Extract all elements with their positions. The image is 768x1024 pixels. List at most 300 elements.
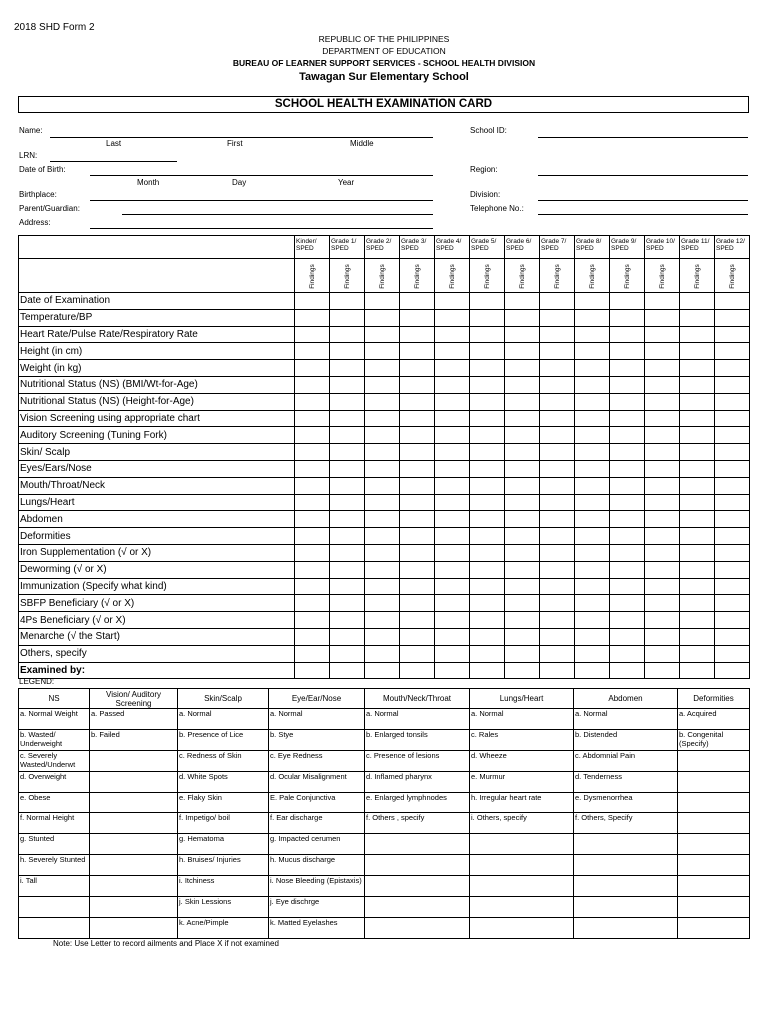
exam-entry-cell[interactable] [330, 544, 365, 561]
exam-entry-cell[interactable] [715, 393, 750, 410]
exam-entry-cell[interactable] [435, 326, 470, 343]
exam-entry-cell[interactable] [645, 410, 680, 427]
exam-entry-cell[interactable] [365, 393, 400, 410]
exam-entry-cell[interactable] [610, 578, 645, 595]
exam-entry-cell[interactable] [645, 628, 680, 645]
exam-entry-cell[interactable] [435, 309, 470, 326]
exam-entry-cell[interactable] [715, 561, 750, 578]
name-line[interactable] [50, 137, 433, 138]
exam-entry-cell[interactable] [400, 293, 435, 310]
exam-entry-cell[interactable] [470, 326, 505, 343]
exam-entry-cell[interactable] [505, 376, 540, 393]
exam-entry-cell[interactable] [610, 544, 645, 561]
exam-entry-cell[interactable] [295, 645, 330, 662]
exam-entry-cell[interactable] [295, 477, 330, 494]
exam-entry-cell[interactable] [330, 595, 365, 612]
exam-entry-cell[interactable] [330, 343, 365, 360]
exam-entry-cell[interactable] [505, 612, 540, 629]
exam-entry-cell[interactable] [435, 612, 470, 629]
exam-entry-cell[interactable] [330, 460, 365, 477]
exam-entry-cell[interactable] [435, 628, 470, 645]
exam-entry-cell[interactable] [680, 494, 715, 511]
exam-entry-cell[interactable] [610, 511, 645, 528]
exam-entry-cell[interactable] [715, 628, 750, 645]
exam-entry-cell[interactable] [295, 376, 330, 393]
exam-entry-cell[interactable] [715, 595, 750, 612]
exam-entry-cell[interactable] [470, 444, 505, 461]
exam-entry-cell[interactable] [295, 578, 330, 595]
exam-entry-cell[interactable] [645, 645, 680, 662]
exam-entry-cell[interactable] [575, 628, 610, 645]
exam-entry-cell[interactable] [400, 628, 435, 645]
lrn-line[interactable] [50, 161, 177, 162]
exam-entry-cell[interactable] [610, 460, 645, 477]
exam-entry-cell[interactable] [715, 343, 750, 360]
examined-by-cell[interactable] [645, 662, 680, 679]
exam-entry-cell[interactable] [610, 326, 645, 343]
exam-entry-cell[interactable] [295, 326, 330, 343]
exam-entry-cell[interactable] [470, 544, 505, 561]
exam-entry-cell[interactable] [295, 343, 330, 360]
exam-entry-cell[interactable] [295, 494, 330, 511]
exam-entry-cell[interactable] [470, 528, 505, 545]
exam-entry-cell[interactable] [470, 628, 505, 645]
exam-entry-cell[interactable] [505, 477, 540, 494]
exam-entry-cell[interactable] [540, 578, 575, 595]
exam-entry-cell[interactable] [365, 460, 400, 477]
exam-entry-cell[interactable] [645, 494, 680, 511]
exam-entry-cell[interactable] [575, 612, 610, 629]
exam-entry-cell[interactable] [330, 444, 365, 461]
exam-entry-cell[interactable] [505, 326, 540, 343]
exam-entry-cell[interactable] [575, 645, 610, 662]
exam-entry-cell[interactable] [645, 578, 680, 595]
exam-entry-cell[interactable] [295, 309, 330, 326]
exam-entry-cell[interactable] [610, 376, 645, 393]
exam-entry-cell[interactable] [295, 561, 330, 578]
exam-entry-cell[interactable] [330, 628, 365, 645]
exam-entry-cell[interactable] [715, 494, 750, 511]
examined-by-cell[interactable] [470, 662, 505, 679]
exam-entry-cell[interactable] [680, 612, 715, 629]
birthplace-line[interactable] [90, 200, 433, 201]
exam-entry-cell[interactable] [435, 343, 470, 360]
exam-entry-cell[interactable] [715, 427, 750, 444]
exam-entry-cell[interactable] [470, 376, 505, 393]
exam-entry-cell[interactable] [365, 427, 400, 444]
exam-entry-cell[interactable] [575, 326, 610, 343]
examined-by-cell[interactable] [540, 662, 575, 679]
exam-entry-cell[interactable] [610, 645, 645, 662]
dob-line[interactable] [90, 175, 433, 176]
exam-entry-cell[interactable] [610, 393, 645, 410]
exam-entry-cell[interactable] [715, 309, 750, 326]
exam-entry-cell[interactable] [365, 595, 400, 612]
exam-entry-cell[interactable] [295, 360, 330, 377]
exam-entry-cell[interactable] [365, 544, 400, 561]
exam-entry-cell[interactable] [295, 628, 330, 645]
exam-entry-cell[interactable] [330, 393, 365, 410]
exam-entry-cell[interactable] [400, 444, 435, 461]
examined-by-cell[interactable] [680, 662, 715, 679]
exam-entry-cell[interactable] [610, 561, 645, 578]
exam-entry-cell[interactable] [540, 477, 575, 494]
exam-entry-cell[interactable] [540, 376, 575, 393]
exam-entry-cell[interactable] [610, 444, 645, 461]
exam-entry-cell[interactable] [680, 578, 715, 595]
exam-entry-cell[interactable] [575, 444, 610, 461]
exam-entry-cell[interactable] [610, 309, 645, 326]
exam-entry-cell[interactable] [400, 561, 435, 578]
exam-entry-cell[interactable] [680, 360, 715, 377]
exam-entry-cell[interactable] [470, 410, 505, 427]
examined-by-cell[interactable] [575, 662, 610, 679]
exam-entry-cell[interactable] [715, 293, 750, 310]
examined-by-cell[interactable] [715, 662, 750, 679]
exam-entry-cell[interactable] [435, 544, 470, 561]
exam-entry-cell[interactable] [610, 528, 645, 545]
exam-entry-cell[interactable] [470, 427, 505, 444]
exam-entry-cell[interactable] [400, 427, 435, 444]
exam-entry-cell[interactable] [715, 326, 750, 343]
exam-entry-cell[interactable] [575, 578, 610, 595]
exam-entry-cell[interactable] [435, 444, 470, 461]
exam-entry-cell[interactable] [435, 645, 470, 662]
exam-entry-cell[interactable] [680, 561, 715, 578]
exam-entry-cell[interactable] [575, 360, 610, 377]
exam-entry-cell[interactable] [575, 293, 610, 310]
exam-entry-cell[interactable] [540, 309, 575, 326]
exam-entry-cell[interactable] [645, 376, 680, 393]
exam-entry-cell[interactable] [400, 578, 435, 595]
exam-entry-cell[interactable] [680, 326, 715, 343]
school-id-line[interactable] [538, 137, 748, 138]
exam-entry-cell[interactable] [365, 360, 400, 377]
exam-entry-cell[interactable] [400, 528, 435, 545]
examined-by-cell[interactable] [330, 662, 365, 679]
exam-entry-cell[interactable] [540, 393, 575, 410]
exam-entry-cell[interactable] [400, 511, 435, 528]
exam-entry-cell[interactable] [505, 645, 540, 662]
exam-entry-cell[interactable] [680, 528, 715, 545]
exam-entry-cell[interactable] [365, 376, 400, 393]
exam-entry-cell[interactable] [365, 309, 400, 326]
exam-entry-cell[interactable] [505, 544, 540, 561]
exam-entry-cell[interactable] [470, 360, 505, 377]
exam-entry-cell[interactable] [400, 360, 435, 377]
exam-entry-cell[interactable] [470, 561, 505, 578]
exam-entry-cell[interactable] [295, 293, 330, 310]
exam-entry-cell[interactable] [540, 628, 575, 645]
exam-entry-cell[interactable] [505, 410, 540, 427]
exam-entry-cell[interactable] [470, 477, 505, 494]
exam-entry-cell[interactable] [470, 393, 505, 410]
exam-entry-cell[interactable] [330, 410, 365, 427]
examined-by-cell[interactable] [365, 662, 400, 679]
exam-entry-cell[interactable] [540, 528, 575, 545]
exam-entry-cell[interactable] [610, 410, 645, 427]
exam-entry-cell[interactable] [540, 360, 575, 377]
exam-entry-cell[interactable] [680, 544, 715, 561]
exam-entry-cell[interactable] [505, 578, 540, 595]
exam-entry-cell[interactable] [715, 645, 750, 662]
exam-entry-cell[interactable] [610, 628, 645, 645]
exam-entry-cell[interactable] [680, 293, 715, 310]
exam-entry-cell[interactable] [295, 612, 330, 629]
examined-by-cell[interactable] [610, 662, 645, 679]
exam-entry-cell[interactable] [365, 528, 400, 545]
exam-entry-cell[interactable] [470, 494, 505, 511]
exam-entry-cell[interactable] [435, 595, 470, 612]
exam-entry-cell[interactable] [435, 511, 470, 528]
exam-entry-cell[interactable] [330, 360, 365, 377]
exam-entry-cell[interactable] [645, 477, 680, 494]
exam-entry-cell[interactable] [575, 477, 610, 494]
exam-entry-cell[interactable] [470, 343, 505, 360]
exam-entry-cell[interactable] [470, 460, 505, 477]
exam-entry-cell[interactable] [400, 343, 435, 360]
exam-entry-cell[interactable] [715, 444, 750, 461]
exam-entry-cell[interactable] [680, 343, 715, 360]
exam-entry-cell[interactable] [540, 595, 575, 612]
exam-entry-cell[interactable] [505, 343, 540, 360]
exam-entry-cell[interactable] [505, 561, 540, 578]
exam-entry-cell[interactable] [435, 376, 470, 393]
guardian-line[interactable] [122, 214, 433, 215]
exam-entry-cell[interactable] [400, 376, 435, 393]
exam-entry-cell[interactable] [680, 628, 715, 645]
exam-entry-cell[interactable] [715, 528, 750, 545]
exam-entry-cell[interactable] [645, 326, 680, 343]
exam-entry-cell[interactable] [505, 494, 540, 511]
exam-entry-cell[interactable] [330, 612, 365, 629]
exam-entry-cell[interactable] [645, 444, 680, 461]
exam-entry-cell[interactable] [330, 376, 365, 393]
exam-entry-cell[interactable] [540, 645, 575, 662]
exam-entry-cell[interactable] [645, 427, 680, 444]
exam-entry-cell[interactable] [330, 528, 365, 545]
exam-entry-cell[interactable] [715, 578, 750, 595]
exam-entry-cell[interactable] [715, 360, 750, 377]
exam-entry-cell[interactable] [400, 309, 435, 326]
exam-entry-cell[interactable] [540, 494, 575, 511]
exam-entry-cell[interactable] [400, 460, 435, 477]
exam-entry-cell[interactable] [540, 460, 575, 477]
exam-entry-cell[interactable] [470, 612, 505, 629]
exam-entry-cell[interactable] [540, 444, 575, 461]
exam-entry-cell[interactable] [505, 528, 540, 545]
exam-entry-cell[interactable] [400, 595, 435, 612]
examined-by-cell[interactable] [400, 662, 435, 679]
exam-entry-cell[interactable] [435, 528, 470, 545]
exam-entry-cell[interactable] [400, 326, 435, 343]
exam-entry-cell[interactable] [295, 444, 330, 461]
exam-entry-cell[interactable] [715, 612, 750, 629]
exam-entry-cell[interactable] [470, 309, 505, 326]
exam-entry-cell[interactable] [470, 511, 505, 528]
exam-entry-cell[interactable] [575, 376, 610, 393]
exam-entry-cell[interactable] [330, 427, 365, 444]
exam-entry-cell[interactable] [470, 595, 505, 612]
exam-entry-cell[interactable] [400, 612, 435, 629]
exam-entry-cell[interactable] [505, 628, 540, 645]
exam-entry-cell[interactable] [400, 544, 435, 561]
exam-entry-cell[interactable] [435, 477, 470, 494]
exam-entry-cell[interactable] [470, 578, 505, 595]
exam-entry-cell[interactable] [330, 645, 365, 662]
exam-entry-cell[interactable] [365, 326, 400, 343]
exam-entry-cell[interactable] [680, 645, 715, 662]
exam-entry-cell[interactable] [575, 460, 610, 477]
exam-entry-cell[interactable] [540, 293, 575, 310]
exam-entry-cell[interactable] [295, 427, 330, 444]
exam-entry-cell[interactable] [540, 343, 575, 360]
exam-entry-cell[interactable] [715, 544, 750, 561]
exam-entry-cell[interactable] [680, 427, 715, 444]
exam-entry-cell[interactable] [365, 578, 400, 595]
exam-entry-cell[interactable] [540, 410, 575, 427]
exam-entry-cell[interactable] [400, 494, 435, 511]
exam-entry-cell[interactable] [680, 393, 715, 410]
exam-entry-cell[interactable] [575, 309, 610, 326]
exam-entry-cell[interactable] [400, 477, 435, 494]
exam-entry-cell[interactable] [365, 612, 400, 629]
exam-entry-cell[interactable] [610, 427, 645, 444]
exam-entry-cell[interactable] [435, 578, 470, 595]
exam-entry-cell[interactable] [610, 595, 645, 612]
exam-entry-cell[interactable] [365, 628, 400, 645]
exam-entry-cell[interactable] [365, 293, 400, 310]
examined-by-cell[interactable] [435, 662, 470, 679]
exam-entry-cell[interactable] [645, 460, 680, 477]
exam-entry-cell[interactable] [330, 309, 365, 326]
exam-entry-cell[interactable] [435, 561, 470, 578]
exam-entry-cell[interactable] [365, 511, 400, 528]
exam-entry-cell[interactable] [610, 477, 645, 494]
exam-entry-cell[interactable] [435, 494, 470, 511]
exam-entry-cell[interactable] [610, 360, 645, 377]
exam-entry-cell[interactable] [540, 427, 575, 444]
exam-entry-cell[interactable] [645, 393, 680, 410]
exam-entry-cell[interactable] [610, 612, 645, 629]
exam-entry-cell[interactable] [680, 309, 715, 326]
exam-entry-cell[interactable] [505, 393, 540, 410]
exam-entry-cell[interactable] [540, 612, 575, 629]
exam-entry-cell[interactable] [575, 410, 610, 427]
exam-entry-cell[interactable] [645, 360, 680, 377]
exam-entry-cell[interactable] [575, 343, 610, 360]
exam-entry-cell[interactable] [365, 477, 400, 494]
exam-entry-cell[interactable] [645, 612, 680, 629]
exam-entry-cell[interactable] [435, 410, 470, 427]
exam-entry-cell[interactable] [365, 561, 400, 578]
exam-entry-cell[interactable] [505, 511, 540, 528]
exam-entry-cell[interactable] [575, 528, 610, 545]
exam-entry-cell[interactable] [680, 410, 715, 427]
region-line[interactable] [538, 175, 748, 176]
exam-entry-cell[interactable] [505, 360, 540, 377]
exam-entry-cell[interactable] [435, 393, 470, 410]
exam-entry-cell[interactable] [365, 494, 400, 511]
exam-entry-cell[interactable] [575, 511, 610, 528]
exam-entry-cell[interactable] [715, 460, 750, 477]
exam-entry-cell[interactable] [295, 460, 330, 477]
exam-entry-cell[interactable] [365, 343, 400, 360]
exam-entry-cell[interactable] [330, 477, 365, 494]
exam-entry-cell[interactable] [680, 595, 715, 612]
exam-entry-cell[interactable] [680, 511, 715, 528]
exam-entry-cell[interactable] [680, 376, 715, 393]
exam-entry-cell[interactable] [575, 427, 610, 444]
exam-entry-cell[interactable] [645, 309, 680, 326]
address-line[interactable] [90, 228, 433, 229]
division-line[interactable] [538, 200, 748, 201]
exam-entry-cell[interactable] [400, 393, 435, 410]
exam-entry-cell[interactable] [505, 427, 540, 444]
exam-entry-cell[interactable] [645, 595, 680, 612]
exam-entry-cell[interactable] [295, 544, 330, 561]
exam-entry-cell[interactable] [680, 477, 715, 494]
exam-entry-cell[interactable] [610, 293, 645, 310]
exam-entry-cell[interactable] [295, 410, 330, 427]
exam-entry-cell[interactable] [330, 511, 365, 528]
exam-entry-cell[interactable] [330, 578, 365, 595]
exam-entry-cell[interactable] [575, 561, 610, 578]
exam-entry-cell[interactable] [645, 528, 680, 545]
exam-entry-cell[interactable] [540, 511, 575, 528]
exam-entry-cell[interactable] [365, 645, 400, 662]
exam-entry-cell[interactable] [505, 309, 540, 326]
exam-entry-cell[interactable] [295, 511, 330, 528]
exam-entry-cell[interactable] [295, 393, 330, 410]
exam-entry-cell[interactable] [330, 494, 365, 511]
exam-entry-cell[interactable] [365, 410, 400, 427]
exam-entry-cell[interactable] [540, 326, 575, 343]
exam-entry-cell[interactable] [295, 595, 330, 612]
exam-entry-cell[interactable] [365, 444, 400, 461]
exam-entry-cell[interactable] [540, 561, 575, 578]
exam-entry-cell[interactable] [575, 595, 610, 612]
exam-entry-cell[interactable] [575, 494, 610, 511]
exam-entry-cell[interactable] [575, 544, 610, 561]
exam-entry-cell[interactable] [400, 645, 435, 662]
exam-entry-cell[interactable] [645, 293, 680, 310]
exam-entry-cell[interactable] [435, 293, 470, 310]
exam-entry-cell[interactable] [505, 595, 540, 612]
exam-entry-cell[interactable] [330, 293, 365, 310]
exam-entry-cell[interactable] [330, 561, 365, 578]
examined-by-cell[interactable] [295, 662, 330, 679]
exam-entry-cell[interactable] [435, 427, 470, 444]
exam-entry-cell[interactable] [400, 410, 435, 427]
exam-entry-cell[interactable] [505, 460, 540, 477]
exam-entry-cell[interactable] [470, 645, 505, 662]
exam-entry-cell[interactable] [330, 326, 365, 343]
exam-entry-cell[interactable] [715, 376, 750, 393]
exam-entry-cell[interactable] [645, 343, 680, 360]
exam-entry-cell[interactable] [715, 511, 750, 528]
exam-entry-cell[interactable] [505, 444, 540, 461]
exam-entry-cell[interactable] [610, 343, 645, 360]
exam-entry-cell[interactable] [645, 561, 680, 578]
examined-by-cell[interactable] [505, 662, 540, 679]
exam-entry-cell[interactable] [715, 477, 750, 494]
exam-entry-cell[interactable] [645, 544, 680, 561]
exam-entry-cell[interactable] [645, 511, 680, 528]
exam-entry-cell[interactable] [540, 544, 575, 561]
exam-entry-cell[interactable] [435, 460, 470, 477]
exam-entry-cell[interactable] [715, 410, 750, 427]
